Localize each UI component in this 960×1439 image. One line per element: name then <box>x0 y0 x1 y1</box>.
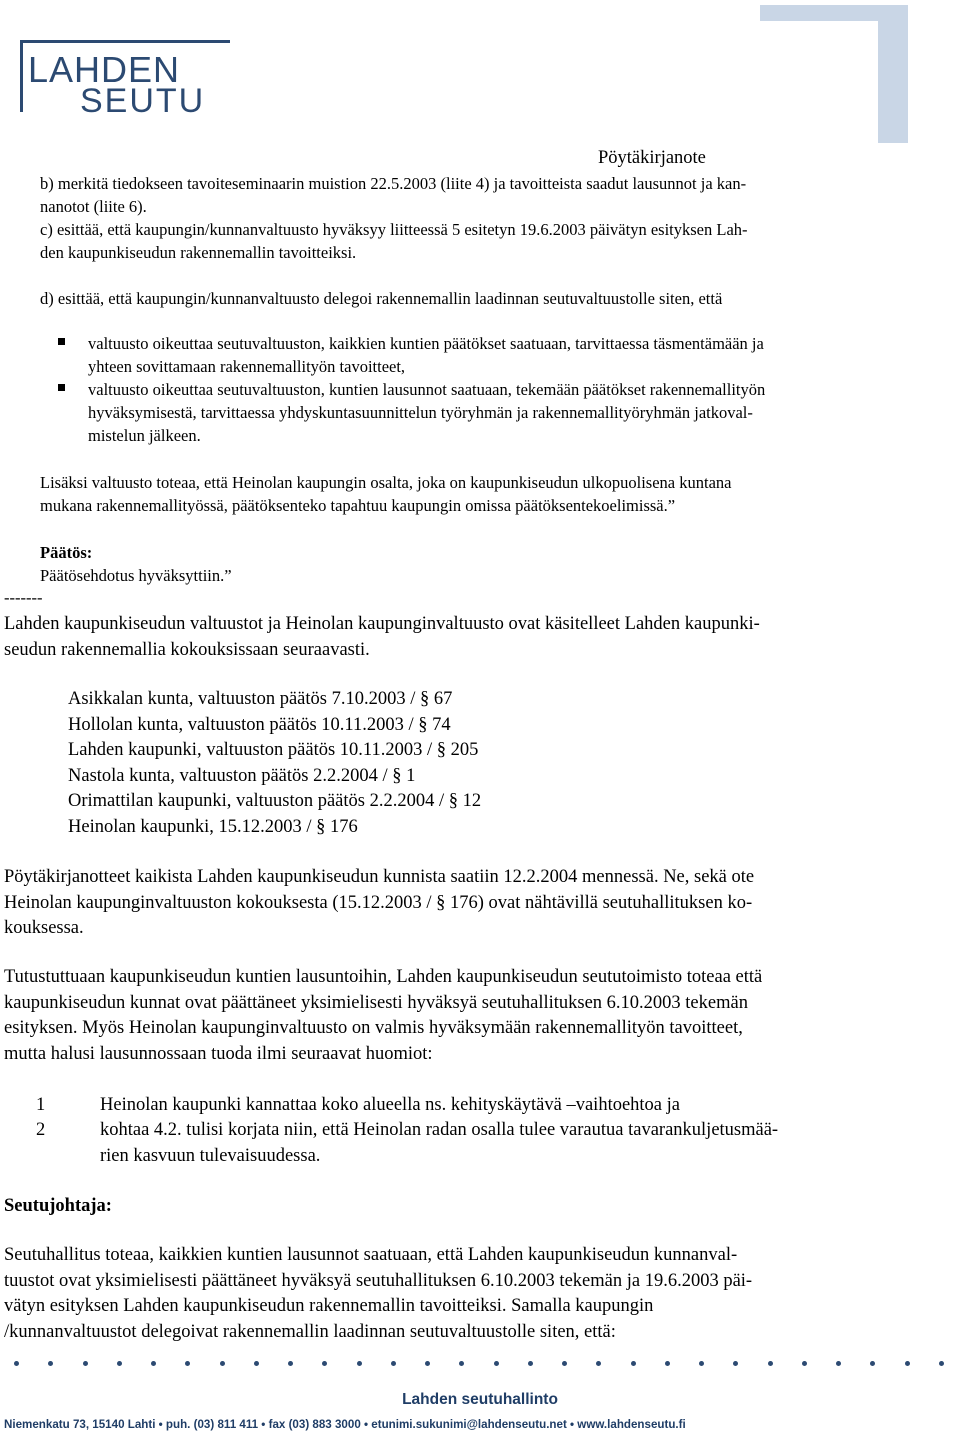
list-item: Hollolan kunta, valtuuston päätös 10.11.2003 / § 74 <box>68 714 451 735</box>
numbered-2-text <box>100 1118 778 1169</box>
text-line: den kaupunkiseudun rakennemallin tavoitteiksi. <box>40 243 357 262</box>
text-line: esityksen. Myös Heinolan kaupunginvaltuusto on valmis hyväksymään rakennemallityön tavoitteet, <box>4 1018 743 1038</box>
text-line: Heinolan kaupunginvaltuuston kokouksesta (15.12.2003 / § 176) ovat nähtävillä seutuhallituksen ko- <box>4 892 753 913</box>
footer-contact: Niemenkatu 73, 15140 Lahti • puh. (03) 811 411 • fax (03) 883 3000 • etunimi.sukunimi@lahdenseutu.net • www.lahdenseutu.fi <box>4 1418 686 1431</box>
numbered-1-text: Heinolan kaupunki kannattaa koko alueella ns. kehityskäytävä –vaihtoehtoa ja <box>100 1095 680 1115</box>
logo-line1: LAHDEN <box>28 49 181 90</box>
dot-icon <box>768 1361 773 1366</box>
logo-line2: SEUTU <box>80 82 206 120</box>
dot-icon <box>425 1361 430 1366</box>
dot-icon <box>288 1361 293 1366</box>
proposal-d: d) esittää, että kaupungin/kunnanvaltuusto delegoi rakennemallin laadinnan seutuvaltuustolle siten, että <box>40 289 723 308</box>
list-item: Lahden kaupunki, valtuuston päätös 10.11.2003 / § 205 <box>68 740 479 760</box>
proposal-b <box>40 172 746 218</box>
text-line: hyväksymisestä, tarvittaessa yhdyskuntasuunnittelun työryhmän ja rakennemallityöryhmän jatkoval- <box>88 403 753 422</box>
decisions-list <box>68 687 481 840</box>
dot-icon <box>528 1361 533 1366</box>
dot-icon <box>322 1361 327 1366</box>
numbered-2-num: 2 <box>36 1120 46 1140</box>
dot-icon <box>391 1361 396 1366</box>
text-line: Pöytäkirjanotteet kaikista Lahden kaupunkiseudun kunnista saatiin 12.2.2004 mennessä. Ne, sekä ote <box>4 867 755 887</box>
text-line: mistelun jälkeen. <box>88 426 201 445</box>
dot-icon <box>939 1361 944 1366</box>
dot-icon <box>117 1361 122 1366</box>
text-line: mukana rakennemallityössä, päätöksenteko tapahtuu kaupungin omissa päätöksentekoelimissä.” <box>40 496 676 515</box>
dot-icon <box>665 1361 670 1366</box>
text-line: /kunnanvaltuustot delegoivat rakennemallin laadinnan seutuvaltuustolle siten, että: <box>4 1321 616 1342</box>
text-line: tuustot ovat yksimielisesti päättäneet hyväksyä seutuhallituksen 6.10.2003 tekemän ja 19.6.2003 päi- <box>4 1270 753 1291</box>
text-line: valtuusto oikeuttaa seutuvaltuuston, kuntien lausunnot saatuaan, tekemään päätökset rakennemallityön <box>88 380 766 399</box>
decorative-bar-icon <box>760 5 908 143</box>
decision-text: Päätösehdotus hyväksyttiin.” <box>40 566 232 585</box>
bullet-item-1 <box>88 332 764 378</box>
text-line: c) esittää, että kaupungin/kunnanvaltuusto hyväksyy liitteessä 5 esitetyn 19.6.2003 päivätyn esityksen Lah- <box>40 220 748 239</box>
dot-icon <box>596 1361 601 1366</box>
dot-icon <box>185 1361 190 1366</box>
footer-org: Lahden seutuhallinto <box>402 1391 558 1408</box>
list-item: Orimattilan kaupunki, valtuuston päätös 2.2.2004 / § 12 <box>68 791 482 811</box>
text-line: valtuusto oikeuttaa seutuvaltuuston, kaikkien kuntien päätökset saatuaan, tarvittaessa täsmentämään ja <box>88 334 764 353</box>
paragraph-2 <box>4 865 754 942</box>
bullet-icon <box>58 384 65 391</box>
text-line: rien kasvuun tulevaisuudessa. <box>100 1145 321 1166</box>
text-line: kohtaa 4.2. tulisi korjata niin, että Heinolan radan osalla tulee varautua tavarankuljetusmää- <box>100 1120 779 1140</box>
list-item: Heinolan kaupunki, 15.12.2003 / § 176 <box>68 816 358 837</box>
doc-type: Pöytäkirjanote <box>598 148 706 168</box>
text-line: vätyn esityksen Lahden kaupunkiseudun rakennemallin tavoitteiksi. Samalla kaupungin <box>4 1296 654 1316</box>
dot-icon <box>802 1361 807 1366</box>
dot-icon <box>357 1361 362 1366</box>
dot-icon <box>254 1361 259 1366</box>
text-line: mutta halusi lausunnossaan tuoda ilmi seuraavat huomiot: <box>4 1043 433 1064</box>
text-line: Tutustuttuaan kaupunkiseudun kuntien lausuntoihin, Lahden kaupunkiseudun seututoimisto toteaa että <box>4 967 763 987</box>
dot-icon <box>494 1361 499 1366</box>
text-line: kaupunkiseudun kunnat ovat päättäneet yksimielisesti hyväksyä seutuhallituksen 6.10.2003 tekemän <box>4 992 748 1013</box>
dot-icon <box>870 1361 875 1366</box>
dot-icon <box>699 1361 704 1366</box>
dot-icon <box>733 1361 738 1366</box>
dot-icon <box>631 1361 636 1366</box>
text-line: Lahden kaupunkiseudun valtuustot ja Heinolan kaupunginvaltuusto ovat käsitelleet Lahden kaupunki- <box>4 614 760 634</box>
list-item: Nastola kunta, valtuuston päätös 2.2.2004 / § 1 <box>68 765 416 786</box>
dot-icon <box>905 1361 910 1366</box>
dot-icon <box>836 1361 841 1366</box>
separator: ------- <box>4 588 43 607</box>
intro-paragraph <box>4 612 760 663</box>
footer-dots <box>14 1361 944 1366</box>
dot-icon <box>14 1361 19 1366</box>
bullet-item-2 <box>88 378 765 447</box>
seutujohtaja-label: Seutujohtaja: <box>4 1196 112 1216</box>
dot-icon <box>151 1361 156 1366</box>
list-item: Asikkalan kunta, valtuuston päätös 7.10.2003 / § 67 <box>68 689 453 709</box>
text-line: b) merkitä tiedokseen tavoiteseminaarin muistion 22.5.2003 (liite 4) ja tavoitteista saadut lausunnot ja kan- <box>40 174 747 193</box>
dot-icon <box>48 1361 53 1366</box>
text-line: nanotot (liite 6). <box>40 197 147 216</box>
decision-label: Päätös: <box>40 543 93 562</box>
text-line: Lisäksi valtuusto toteaa, että Heinolan kaupungin osalta, joka on kaupunkiseudun ulkopuolisena kuntana <box>40 473 732 492</box>
dot-icon <box>220 1361 225 1366</box>
dot-icon <box>459 1361 464 1366</box>
text-line: seudun rakennemallia kokouksissaan seuraavasti. <box>4 639 370 660</box>
lisaksi-paragraph <box>40 471 731 517</box>
bullet-icon <box>58 338 65 345</box>
text-line: yhteen sovittamaan rakennemallityön tavoitteet, <box>88 357 406 376</box>
paragraph-3 <box>4 965 762 1067</box>
logo-frame-side <box>20 40 23 112</box>
paragraph-4 <box>4 1243 752 1345</box>
dot-icon <box>562 1361 567 1366</box>
logo-frame <box>20 40 230 43</box>
dot-icon <box>83 1361 88 1366</box>
numbered-1-num: 1 <box>36 1095 46 1115</box>
proposal-c <box>40 218 748 264</box>
text-line: Seutuhallitus toteaa, kaikkien kuntien lausunnot saatuaan, että Lahden kaupunkiseudun kunnanval- <box>4 1245 738 1265</box>
text-line: kouksessa. <box>4 918 84 938</box>
